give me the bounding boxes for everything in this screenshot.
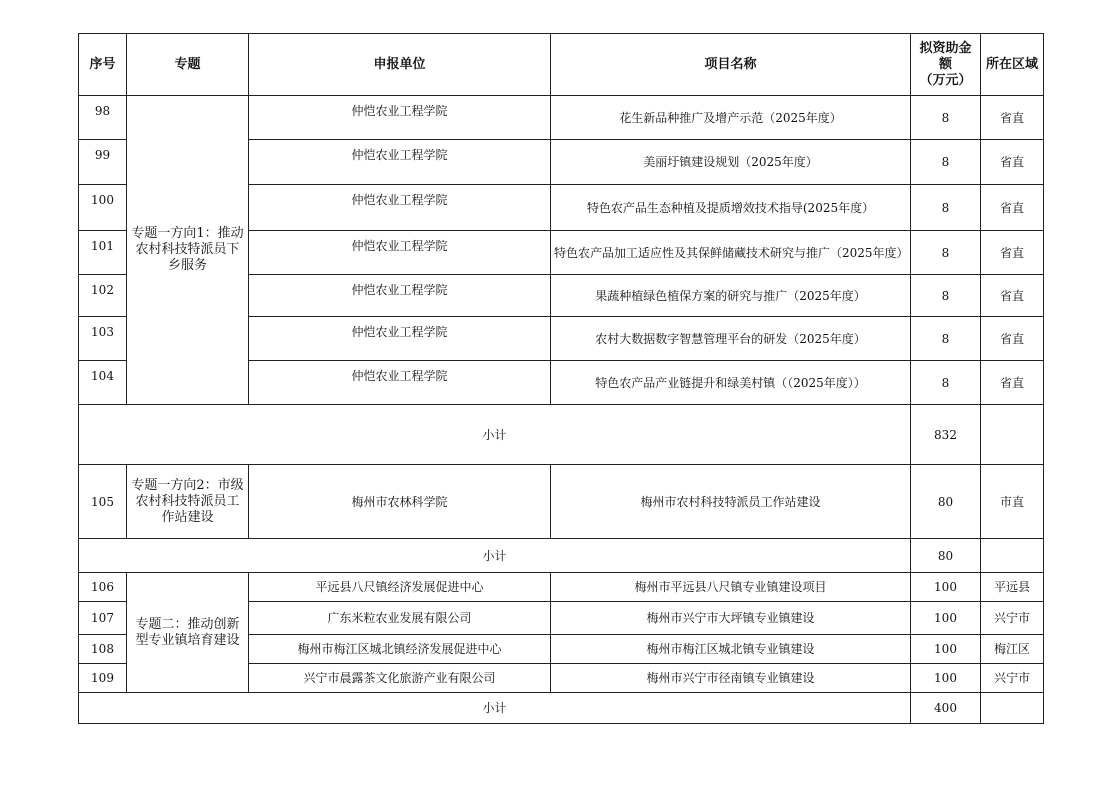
topic-cell-group3: 专题二：推动创新型专业镇培育建设	[127, 573, 249, 693]
row-region: 省直	[981, 96, 1044, 140]
row-region: 省直	[981, 317, 1044, 361]
row-region: 省直	[981, 231, 1044, 275]
subtotal-row	[79, 405, 1044, 465]
header-amount	[911, 34, 981, 96]
row-amount: 100	[911, 602, 981, 635]
row-amount: 8	[911, 96, 981, 140]
row-region: 省直	[981, 361, 1044, 405]
row-unit: 梅州市农林科学院	[249, 465, 551, 539]
row-no: 99	[79, 140, 127, 185]
row-amount: 8	[911, 361, 981, 405]
row-unit: 仲恺农业工程学院	[249, 231, 551, 275]
row-unit: 平远县八尺镇经济发展促进中心	[249, 573, 551, 602]
row-no: 106	[79, 573, 127, 602]
subtotal-label: 小计	[79, 693, 911, 724]
row-unit: 广东米粒农业发展有限公司	[249, 602, 551, 635]
row-unit: 仲恺农业工程学院	[249, 361, 551, 405]
row-unit: 兴宁市晨露茶文化旅游产业有限公司	[249, 664, 551, 693]
row-region: 兴宁市	[981, 664, 1044, 693]
subtotal-region-empty	[981, 693, 1044, 724]
topic-cell-group2: 专题一方向2：市级农村科技特派员工作站建设	[127, 465, 249, 539]
row-project: 梅州市兴宁市大坪镇专业镇建设	[551, 602, 911, 635]
row-no: 105	[79, 465, 127, 539]
topic-cell-group1: 专题一方向1：推动农村科技特派员下乡服务	[127, 96, 249, 405]
row-project: 果蔬种植绿色植保方案的研究与推广（2025年度）	[551, 275, 911, 317]
row-unit: 仲恺农业工程学院	[249, 96, 551, 140]
row-project: 梅州市平远县八尺镇专业镇建设项目	[551, 573, 911, 602]
row-region: 省直	[981, 140, 1044, 185]
subtotal-amount: 400	[911, 693, 981, 724]
header-amount-line1: 拟资助金额	[919, 40, 972, 72]
row-region: 平远县	[981, 573, 1044, 602]
row-no: 103	[79, 317, 127, 361]
row-amount: 80	[911, 465, 981, 539]
funding-table	[78, 33, 1044, 724]
row-no: 109	[79, 664, 127, 693]
table-row	[79, 573, 1044, 602]
row-no: 104	[79, 361, 127, 405]
header-project: 项目名称	[551, 34, 911, 96]
header-row	[79, 34, 1044, 96]
row-project: 农村大数据数字智慧管理平台的研发（2025年度）	[551, 317, 911, 361]
subtotal-amount: 80	[911, 539, 981, 573]
row-region: 梅江区	[981, 635, 1044, 664]
row-unit: 仲恺农业工程学院	[249, 140, 551, 185]
subtotal-row	[79, 693, 1044, 724]
header-unit: 申报单位	[249, 34, 551, 96]
header-no: 序号	[79, 34, 127, 96]
row-amount: 8	[911, 140, 981, 185]
row-region: 兴宁市	[981, 602, 1044, 635]
row-unit: 仲恺农业工程学院	[249, 185, 551, 231]
row-amount: 100	[911, 635, 981, 664]
row-amount: 8	[911, 275, 981, 317]
row-no: 107	[79, 602, 127, 635]
subtotal-amount: 832	[911, 405, 981, 465]
row-region: 市直	[981, 465, 1044, 539]
row-no: 98	[79, 96, 127, 140]
header-region: 所在区域	[981, 34, 1044, 96]
subtotal-row	[79, 539, 1044, 573]
row-no: 101	[79, 231, 127, 275]
row-amount: 100	[911, 664, 981, 693]
row-project: 花生新品种推广及增产示范（2025年度）	[551, 96, 911, 140]
row-region: 省直	[981, 185, 1044, 231]
subtotal-label: 小计	[79, 405, 911, 465]
header-topic: 专题	[127, 34, 249, 96]
row-unit: 梅州市梅江区城北镇经济发展促进中心	[249, 635, 551, 664]
row-region: 省直	[981, 275, 1044, 317]
row-no: 108	[79, 635, 127, 664]
row-unit: 仲恺农业工程学院	[249, 275, 551, 317]
subtotal-region-empty	[981, 539, 1044, 573]
row-no: 102	[79, 275, 127, 317]
row-amount: 8	[911, 231, 981, 275]
row-amount: 100	[911, 573, 981, 602]
row-project: 梅州市兴宁市径南镇专业镇建设	[551, 664, 911, 693]
subtotal-label: 小计	[79, 539, 911, 573]
table-row	[79, 96, 1044, 140]
row-project: 美丽圩镇建设规划（2025年度）	[551, 140, 911, 185]
row-amount: 8	[911, 317, 981, 361]
row-project: 特色农产品产业链提升和绿美村镇（（2025年度））	[551, 361, 911, 405]
row-amount: 8	[911, 185, 981, 231]
header-amount-line2: （万元）	[919, 72, 972, 88]
row-unit: 仲恺农业工程学院	[249, 317, 551, 361]
row-project: 特色农产品加工适应性及其保鲜储藏技术研究与推广（2025年度）	[551, 231, 911, 275]
subtotal-region-empty	[981, 405, 1044, 465]
row-project: 梅州市梅江区城北镇专业镇建设	[551, 635, 911, 664]
row-project: 特色农产品生态种植及提质增效技术指导(2025年度）	[551, 185, 911, 231]
table-row	[79, 465, 1044, 539]
row-project: 梅州市农村科技特派员工作站建设	[551, 465, 911, 539]
row-no: 100	[79, 185, 127, 231]
